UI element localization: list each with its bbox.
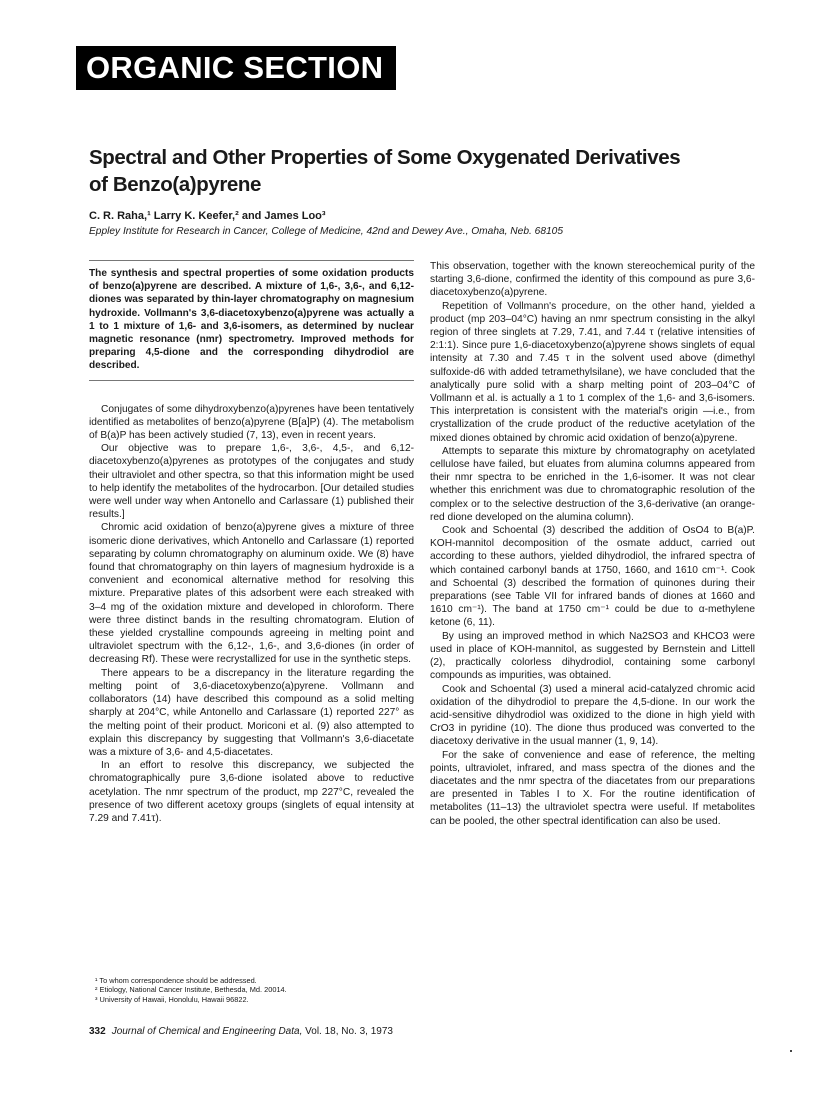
body-paragraph: In an effort to resolve this discrepancy, we subjected the chromatographically pure 3,6-dione isolated above to reductive acetylation. The nmr spectrum of the product, mp 227°C, revealed the presence of two different acetoxy groups (singlets of equal intensity at 7.29 and 7.41τ). — [89, 760, 414, 824]
body-paragraph: For the sake of convenience and ease of reference, the melting points, ultraviolet, infrared, and mass spectra of the diones and the diacetates and the nmr spectra of the diacetates from our preparations are presented in Tables I to X. For the routine identification of metabolites (11–13) the ultraviolet spectra were useful. If metabolites can be pooled, the other spectral identification can also be used. — [430, 749, 755, 827]
body-paragraph: Attempts to separate this mixture by chromatography on acetylated cellulose have failed, but eluates from alumina columns appeared from their nmr spectra to be enriched in the 1,6-isomer. It was not clear whether this enrichment was due to chromatographic resolution of the complex or to the selective destruction of the 3,6-derivative (an orange-red dione developed on the alumina column). — [430, 445, 755, 523]
left-column — [89, 260, 414, 825]
page-footer — [89, 1026, 393, 1037]
footnote: ¹ To whom correspondence should be addressed. — [95, 976, 257, 985]
journal-volume: Vol. 18, No. 3, 1973 — [305, 1026, 393, 1037]
body-paragraph: There appears to be a discrepancy in the literature regarding the melting point of 3,6-diacetoxybenzo(a)pyrene. Vollmann and collaborators (14) have described this compound as a solid melting sharply at 204°C, while Antonello and Carlassare (1) reported 227° as the melting point of their product. Moriconi et al. (9) also attempted to explain this discrepancy by suggesting that Vollmann's 3,6-diacetate was a mixture of 3,6- and 4,5-diacetates. — [89, 667, 414, 758]
body-paragraph: Repetition of Vollmann's procedure, on the other hand, yielded a product (mp 203–04°C) having an nmr spectrum consisting in the alkyl region of three singlets at 7.29, 7.41, and 7.44 τ (relative intensities of 2:1:1). Since pure 1,6-diacetoxybenzo(a)pyrene shows singlets of equal intensity at 7.30 and 7.45 τ in the solvent used above (dimethyl sulfoxide-d6 with added tetramethylsilane), we have concluded that the analytically pure solid with a sharp melting point of 203–04°C of Vollmann et al. is actually a 1 to 1 complex of the 1,6- and 3,6-isomers. This interpretation is consistent with the material's origin —i.e., from crystallization of the crude product of the reductive acetylation of the mixed diones obtained by chromic acid oxidation of benzo(a)pyrene. — [430, 300, 755, 444]
abstract: The synthesis and spectral properties of some oxidation products of benzo(a)pyrene are described. A mixture of 1,6-, 3,6-, and 6,12-diones was separated by thin-layer chromatography on magnesium hydroxide. Vollmann's 3,6-diacetoxybenzo(a)pyrene was actually a 1 to 1 mixture of 1,6- and 3,6-isomers, as determined by nuclear magnetic resonance (nmr) spectrometry. Improved methods for preparing 4,5-dione and the corresponding dihydrodiol are described. — [89, 268, 414, 372]
body-paragraph: Cook and Schoental (3) described the addition of OsO4 to B(a)P. KOH-mannitol decomposition of the osmate adduct, carried out according to these authors, yielded dihydrodiol, the infrared spectra of which contained carbonyl bands at 1750, 1660, and 1610 cm⁻¹. Cook and Schoental (3) described the formation of quinones during their preparations (see Table VII for infrared bands of diones at 1660 and 1610 cm⁻¹). The band at 1750 cm⁻¹ could be due to α-methylene ketone (6, 11). — [430, 525, 755, 629]
paper-title: Spectral and Other Properties of Some Oxygenated Derivatives of Benzo(a)pyrene — [89, 146, 681, 196]
page-number: 332 — [89, 1026, 106, 1037]
section-banner: ORGANIC SECTION — [76, 46, 396, 90]
body-paragraph: Chromic acid oxidation of benzo(a)pyrene gives a mixture of three isomeric dione derivatives, which Antonello and Carlassare (1) reported separating by column chromatography on aluminum oxide. We (8) have found that chromatography on thin layers of magnesium hydroxide is a convenient and economical alternative method for resolving this mixture. Preparative plates of this adsorbent were each streaked with 3–4 mg of the oxidation mixture and developed in chloroform. There were three distinct bands in the resulting chromatogram. Elution of these yielded crystalline compounds agreeing in melting point and ultraviolet spectrum with the 6,12-, 1,6-, and 3,6-diones (in order of decreasing Rf). These were recrystallized for use in the synthetic steps. — [89, 522, 414, 666]
body-paragraph: Cook and Schoental (3) used a mineral acid-catalyzed chromic acid oxidation of the dihydrodiol to prepare the 4,5-dione. In our work the acid-sensitive dihydrodiol was oxidized to the dione in high yield with CrO3 in pyridine (10). The dione thus produced was converted to the diacetoxy derivative in the usual manner (1, 9, 14). — [430, 683, 755, 748]
body-paragraph: By using an improved method in which Na2SO3 and KHCO3 were used in place of KOH-mannitol, as suggested by Bernstein and Littell (2), practically colorless dihydrodiol, containing some carbonyl compounds as impurities, was obtained. — [430, 630, 755, 682]
scan-speck — [790, 1050, 792, 1052]
authors: C. R. Raha,¹ Larry K. Keefer,² and James Loo³ — [89, 210, 326, 222]
journal-name: Journal of Chemical and Engineering Data, — [111, 1026, 303, 1037]
body-paragraph: Conjugates of some dihydroxybenzo(a)pyrenes have been tentatively identified as metabolites of benzo(a)pyrene (B[a]P) (4). The metabolism of B(a)P has been actively studied (7, 13), even in recent years. — [89, 403, 414, 442]
footnote: ² Etiology, National Cancer Institute, Bethesda, Md. 20014. — [95, 985, 287, 995]
body-paragraph: This observation, together with the known stereochemical purity of the starting 3,6-dione, confirmed the identity of this compound as pure 3,6-diacetoxybenzo(a)pyrene. — [430, 261, 755, 299]
abstract-top-rule — [89, 260, 414, 267]
footnote: ³ University of Hawaii, Honolulu, Hawaii 96822. — [95, 994, 249, 1004]
affiliation: Eppley Institute for Research in Cancer, College of Medicine, 42nd and Dewey Ave., Omaha, Neb. 68105 — [89, 226, 563, 237]
abstract-bottom-rule — [89, 380, 414, 403]
right-column — [430, 260, 755, 828]
body-paragraph: Our objective was to prepare 1,6-, 3,6-, 4,5-, and 6,12-diacetoxybenzo(a)pyrenes as prototypes of the conjugates and study their ultraviolet and other spectra, so that this information might be used to help identify the metabolites of the hydrocarbon. [Our detailed studies were well under way when Antonello and Carlassare (1) published their results.] — [89, 443, 414, 521]
footnotes — [89, 976, 414, 1004]
